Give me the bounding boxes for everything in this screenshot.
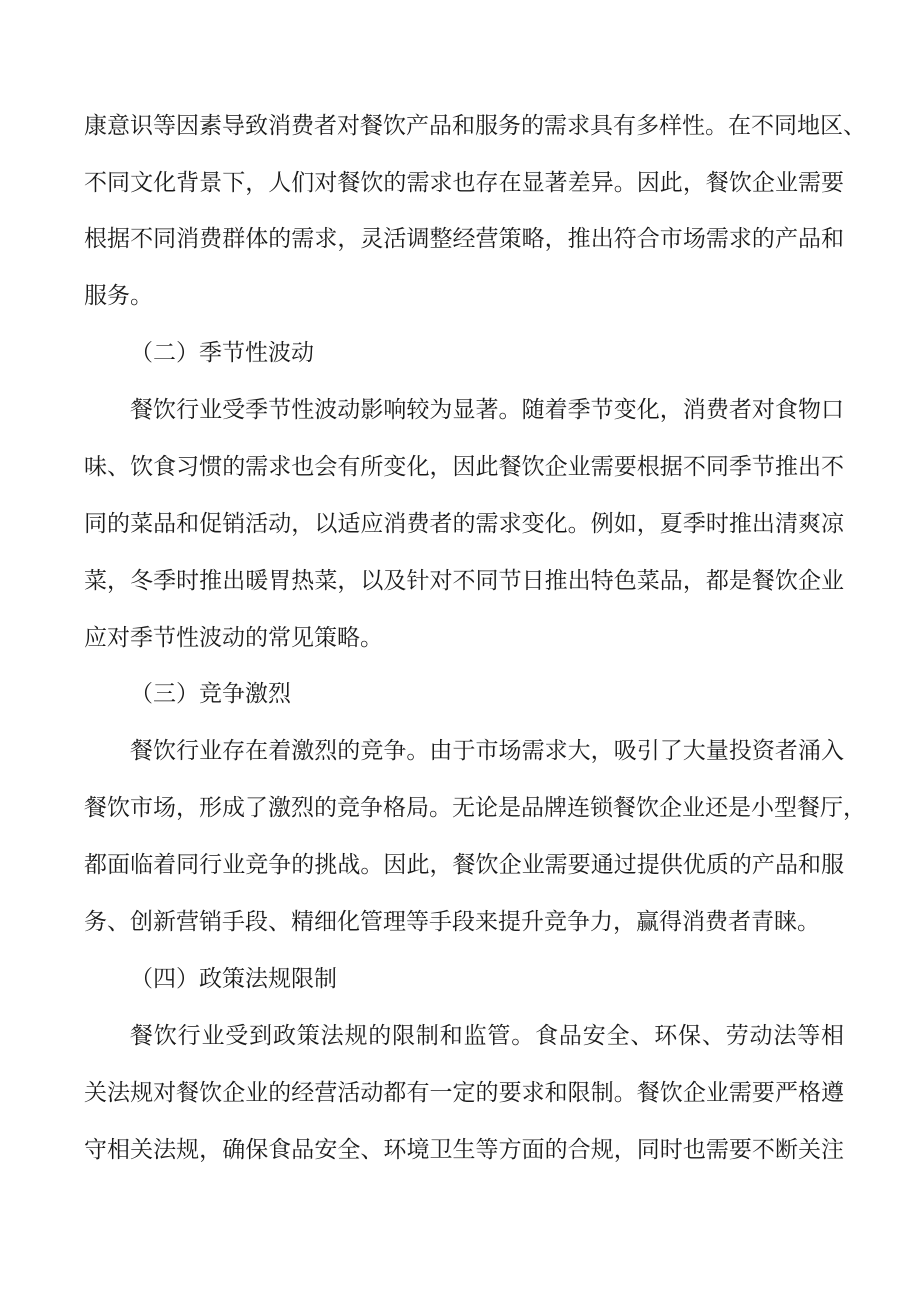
paragraph-line: 守相关法规，确保食品安全、环境卫生等方面的合规，同时也需要不断关注 bbox=[84, 1137, 844, 1163]
paragraph-line: 康意识等因素导致消费者对餐饮产品和服务的需求具有多样性。在不同地区、 bbox=[84, 113, 866, 139]
paragraph-line: 根据不同消费群体的需求，灵活调整经营策略，推出符合市场需求的产品和 bbox=[84, 226, 844, 252]
paragraph-line: 同的菜品和促销活动，以适应消费者的需求变化。例如，夏季时推出清爽凉 bbox=[84, 511, 844, 537]
paragraph-line: 味、饮食习惯的需求也会有所变化，因此餐饮企业需要根据不同季节推出不 bbox=[84, 454, 844, 480]
paragraph-line: 不同文化背景下，人们对餐饮的需求也存在显著差异。因此，餐饮企业需要 bbox=[84, 170, 844, 196]
paragraph-line: 务、创新营销手段、精细化管理等手段来提升竞争力，赢得消费者青睐。 bbox=[84, 909, 820, 935]
section-heading: （二）季节性波动 bbox=[130, 340, 314, 366]
paragraph-line: 餐饮市场，形成了激烈的竞争格局。无论是品牌连锁餐饮企业还是小型餐厅， bbox=[84, 795, 866, 821]
paragraph-line: 应对季节性波动的常见策略。 bbox=[84, 625, 383, 651]
section-heading: （四）政策法规限制 bbox=[130, 966, 337, 992]
paragraph-line: 关法规对餐饮企业的经营活动都有一定的要求和限制。餐饮企业需要严格遵 bbox=[84, 1080, 844, 1106]
paragraph-line: 菜，冬季时推出暖胃热菜，以及针对不同节日推出特色菜品，都是餐饮企业 bbox=[84, 568, 844, 594]
section-heading: （三）竞争激烈 bbox=[130, 681, 291, 707]
paragraph-line: 服务。 bbox=[84, 283, 153, 309]
paragraph-line: 餐饮行业存在着激烈的竞争。由于市场需求大，吸引了大量投资者涌入 bbox=[130, 738, 844, 764]
paragraph-line: 餐饮行业受季节性波动影响较为显著。随着季节变化，消费者对食物口 bbox=[130, 397, 844, 423]
paragraph-line: 餐饮行业受到政策法规的限制和监管。食品安全、环保、劳动法等相 bbox=[130, 1023, 844, 1049]
paragraph-line: 都面临着同行业竞争的挑战。因此，餐饮企业需要通过提供优质的产品和服 bbox=[84, 852, 844, 878]
